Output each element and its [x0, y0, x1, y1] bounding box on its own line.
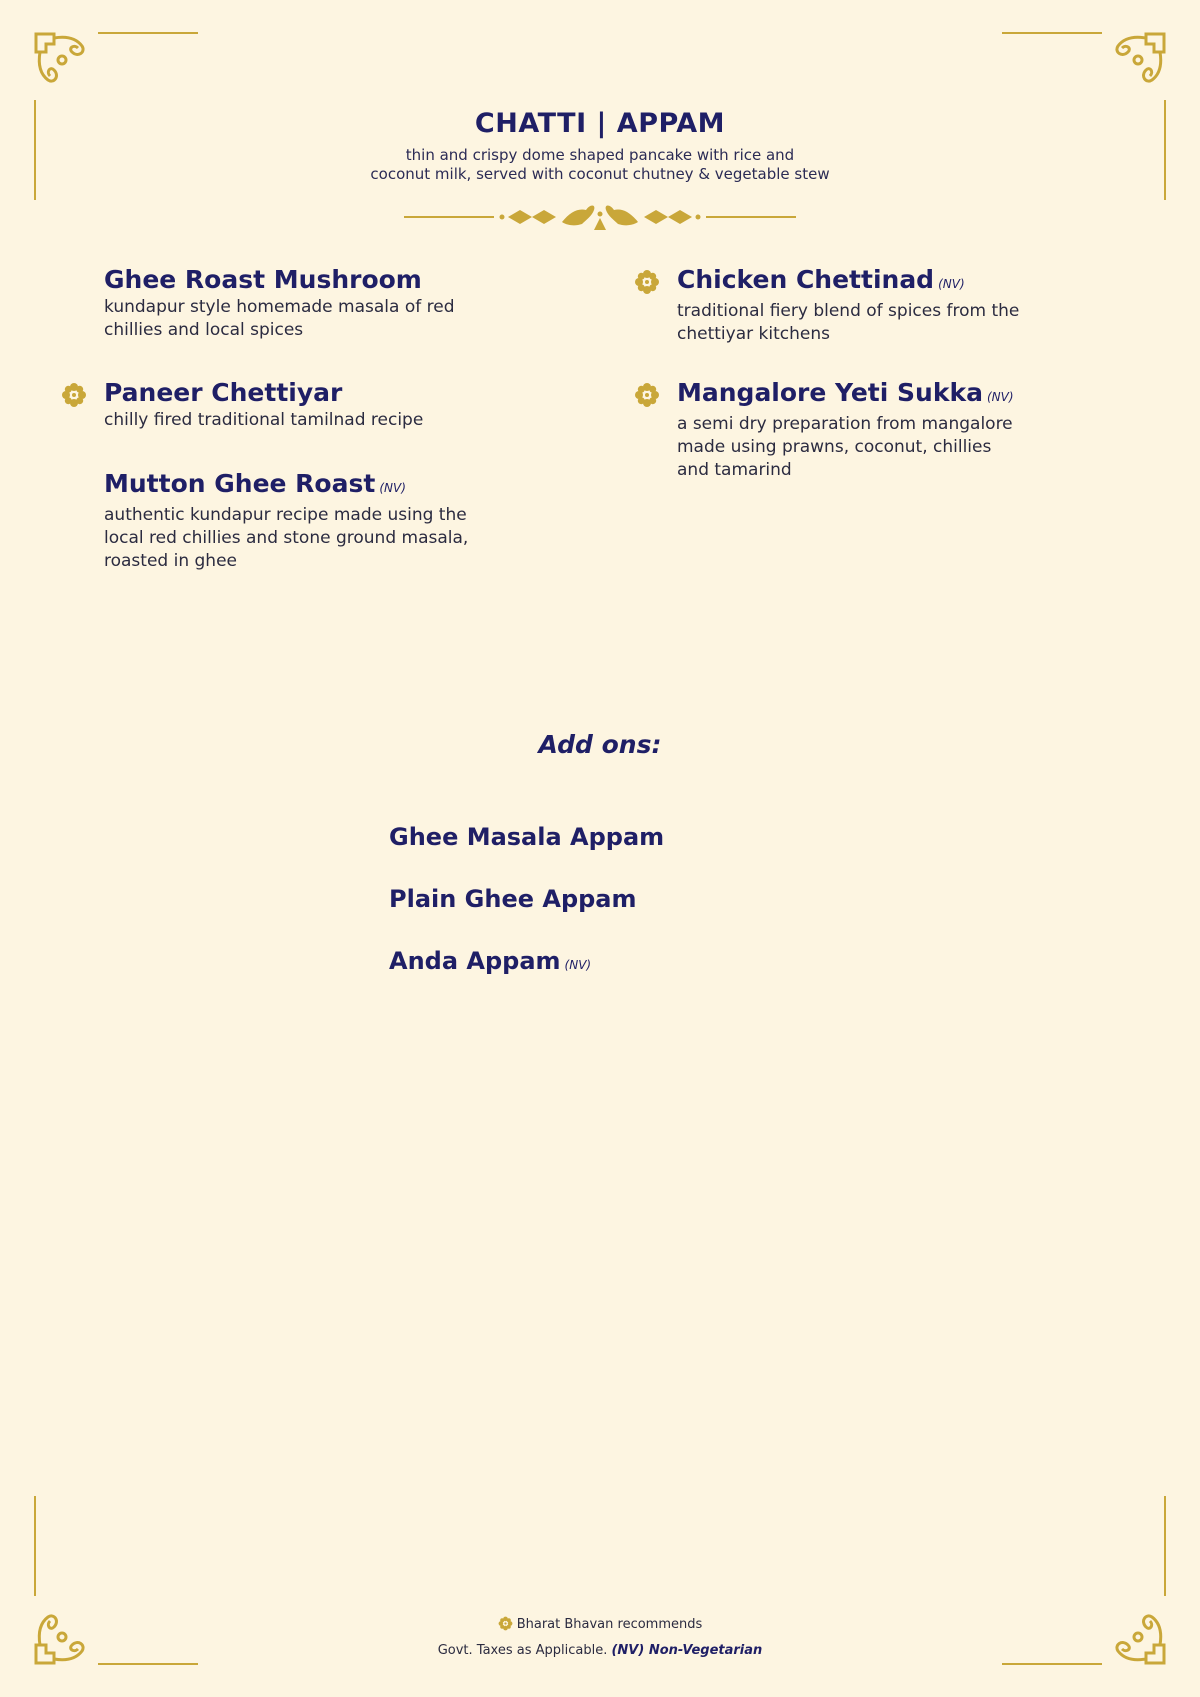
- addon-item: Plain Ghee Appam: [389, 885, 637, 913]
- desc-line: traditional fiery blend of spices from the: [677, 301, 1020, 321]
- frame-line-top-right: [1002, 32, 1102, 34]
- nv-tag: (NV): [986, 390, 1014, 404]
- footer-recommend-text: Bharat Bhavan recommends: [516, 1617, 703, 1632]
- desc-line: chillies and local spices: [104, 320, 304, 340]
- desc-line: local red chillies and stone ground masala,: [104, 528, 469, 548]
- footer-recommend: [0, 1616, 1200, 1632]
- menu-item-ghee-roast-mushroom: [104, 265, 524, 342]
- menu-item-name: Paneer Chettiyar: [104, 378, 343, 407]
- corner-ornament-icon: [32, 30, 96, 94]
- flower-icon: [498, 1616, 513, 1631]
- desc-line: a semi dry preparation from mangalore: [677, 414, 1013, 434]
- menu-item-name: Chicken Chettinad (NV): [677, 265, 965, 294]
- menu-item-name: Ghee Roast Mushroom: [104, 265, 422, 294]
- footer-nv-note: (NV) Non-Vegetarian: [611, 1643, 763, 1658]
- page-subtitle: [300, 146, 900, 184]
- addon-item: Anda Appam (NV): [389, 947, 592, 975]
- desc-line: roasted in ghee: [104, 551, 237, 571]
- flower-icon: [634, 269, 660, 295]
- footer-tax-note: [0, 1643, 1200, 1658]
- menu-item-desc: [677, 300, 1097, 346]
- peacock-divider-icon: [402, 202, 798, 232]
- frame-line-right-bottom: [1164, 1496, 1166, 1596]
- menu-item-desc: [104, 409, 524, 432]
- flower-icon: [61, 382, 87, 408]
- menu-item-paneer-chettiyar: [104, 378, 524, 432]
- menu-item-mangalore-yeti-sukka: [677, 378, 1097, 482]
- menu-item-name: Mutton Ghee Roast (NV): [104, 469, 406, 498]
- frame-line-bottom-left: [98, 1663, 198, 1665]
- menu-item-chicken-chettinad: [677, 265, 1097, 346]
- desc-line: authentic kundapur recipe made using the: [104, 505, 467, 525]
- subtitle-line: coconut milk, served with coconut chutney & vegetable stew: [370, 165, 830, 183]
- addons-heading: Add ons:: [538, 730, 662, 759]
- desc-line: chilly fired traditional tamilnad recipe: [104, 410, 424, 430]
- subtitle-line: thin and crispy dome shaped pancake with rice and: [405, 146, 795, 164]
- addon-item: Ghee Masala Appam: [389, 823, 665, 851]
- menu-item-desc: [104, 504, 524, 573]
- footer-tax-text: Govt. Taxes as Applicable.: [437, 1643, 608, 1658]
- menu-item-desc: [104, 296, 524, 342]
- frame-line-top-left: [98, 32, 198, 34]
- menu-item-name: Mangalore Yeti Sukka (NV): [677, 378, 1014, 407]
- desc-line: chettiyar kitchens: [677, 324, 830, 344]
- desc-line: kundapur style homemade masala of red: [104, 297, 455, 317]
- menu-item-mutton-ghee-roast: [104, 469, 524, 573]
- flower-icon: [634, 382, 660, 408]
- nv-tag: (NV): [938, 277, 965, 291]
- nv-tag: (NV): [379, 481, 406, 495]
- corner-ornament-icon: [1104, 30, 1168, 94]
- page-title: CHATTI | APPAM: [474, 108, 726, 139]
- nv-tag: (NV): [564, 958, 592, 972]
- frame-line-bottom-right: [1002, 1663, 1102, 1665]
- desc-line: and tamarind: [677, 460, 792, 480]
- menu-item-desc: [677, 413, 1097, 482]
- frame-line-left-bottom: [34, 1496, 36, 1596]
- desc-line: made using prawns, coconut, chillies: [677, 437, 992, 457]
